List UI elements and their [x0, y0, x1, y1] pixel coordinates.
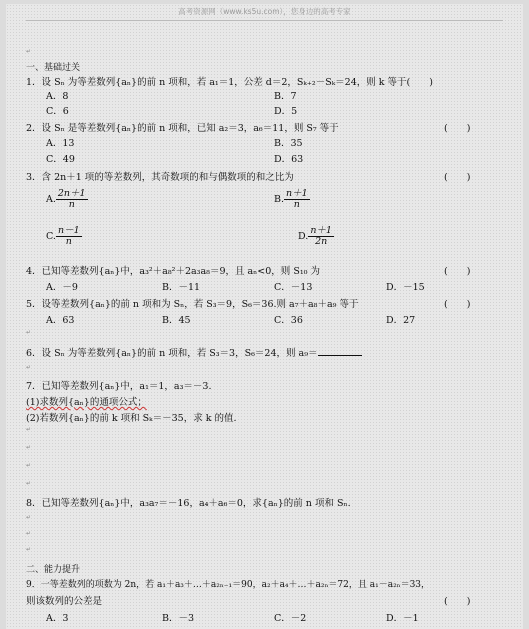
- fraction: [56, 189, 88, 210]
- paragraph-mark: ↵: [26, 462, 32, 469]
- q2-option-d: D．63: [274, 154, 304, 165]
- q7-part-2: (2)若数列{aₙ}的前 k 项和 Sₖ＝－35，求 k 的值.: [26, 413, 237, 424]
- q2-option-a: A．13: [46, 138, 75, 149]
- q6-stem-text: 6．设 Sₙ 为等差数列{aₙ}的前 n 项和，若 S₃＝3，S₆＝24，则 a₉＝: [26, 348, 318, 359]
- q9-option-c: C．－2: [274, 613, 307, 624]
- paragraph-mark: ↵: [26, 48, 32, 55]
- q7-part-1: (1)求数列{aₙ}的通项公式；: [26, 397, 147, 408]
- fraction-denominator: n: [68, 199, 75, 210]
- q2-option-c: C．49: [46, 154, 75, 165]
- q9-option-b: B．－3: [162, 613, 195, 624]
- q9-answer-paren: ( ): [444, 596, 471, 607]
- q3-option-a-label: A.: [46, 194, 56, 205]
- q3-stem: 3．含 2n＋1 项的等差数列，其奇数项的和与偶数项的和之比为: [26, 172, 294, 183]
- paragraph-mark: ↵: [26, 530, 32, 537]
- q3-option-d: [298, 226, 334, 247]
- q5-option-d: D．27: [386, 315, 416, 326]
- q9-option-a: A．3: [46, 613, 69, 624]
- fraction-numerator: n＋1: [286, 188, 308, 199]
- header-rule: [26, 20, 503, 21]
- q4-answer-paren: ( ): [444, 266, 471, 277]
- section-title-basic: 一、基础过关: [26, 63, 81, 73]
- q3-option-b: [274, 189, 310, 210]
- section-title-advanced: 二、能力提升: [26, 565, 81, 575]
- q1-option-c: C．6: [46, 106, 69, 117]
- fraction: [308, 226, 334, 247]
- fraction-denominator: 2n: [315, 236, 328, 247]
- q4-option-d: D．－15: [386, 282, 425, 293]
- q9-stem-continued: 则该数列的公差是: [26, 596, 103, 607]
- q5-option-c: C．36: [274, 315, 303, 326]
- q3-option-d-label: D.: [298, 231, 309, 242]
- fraction-numerator: n＋1: [310, 225, 332, 236]
- q8-stem: 8．已知等差数列{aₙ}中，a₃a₇＝－16，a₄＋a₆＝0，求{aₙ}的前 n 项和 Sₙ.: [26, 498, 351, 509]
- fraction: [56, 226, 82, 247]
- q3-option-b-label: B.: [274, 194, 285, 205]
- q4-stem: 4．已知等差数列{aₙ}中，a₃²＋a₈²＋2a₃a₈＝9，且 aₙ<0，则 S₁₀ 为: [26, 266, 320, 277]
- paragraph-mark: ↵: [26, 480, 32, 487]
- q5-stem: 5．设等差数列{aₙ}的前 n 项和为 Sₙ，若 S₃＝9，S₆＝36.则 a₇＋a₈＋a₉ 等于: [26, 299, 359, 310]
- q3-option-c-label: C.: [46, 231, 56, 242]
- q5-option-a: A．63: [46, 315, 75, 326]
- q5-answer-paren: ( ): [444, 299, 471, 310]
- q2-stem: 2．设 Sₙ 是等差数列{aₙ}的前 n 项和，已知 a₂＝3，a₆＝11，则 S₇ 等于: [26, 123, 339, 134]
- q2-option-b: B．35: [274, 138, 303, 149]
- q3-option-c: [46, 226, 82, 247]
- q2-answer-paren: ( ): [444, 123, 471, 134]
- paragraph-mark: ↵: [26, 514, 32, 521]
- q1-option-a: A．8: [46, 91, 69, 102]
- q6-stem: [26, 345, 362, 359]
- q1-stem: 1．设 Sₙ 为等差数列{aₙ}的前 n 项和，若 a₁＝1，公差 d＝2，Sₖ₊₂－Sₖ＝24，则 k 等于( ): [26, 77, 433, 88]
- fraction-numerator: 2n＋1: [57, 188, 86, 199]
- q1-option-d: D．5: [274, 106, 298, 117]
- q7-stem: 7．已知等差数列{aₙ}中，a₁＝1，a₃＝－3.: [26, 381, 212, 392]
- q5-option-b: B．45: [162, 315, 191, 326]
- q3-answer-paren: ( ): [444, 172, 471, 183]
- page-header: 高考资源网（www.ks5u.com），您身边的高考专家: [178, 7, 351, 16]
- paragraph-mark: ↵: [26, 364, 32, 371]
- paragraph-mark: ↵: [26, 329, 32, 336]
- paragraph-mark: ↵: [26, 444, 32, 451]
- q9-stem: 9．一等差数列的项数为 2n，若 a₁＋a₃＋…＋a₂ₙ₋₁＝90，a₂＋a₄＋…＋a₂ₙ＝72，且 a₁－a₂ₙ＝33，: [26, 580, 431, 590]
- q4-option-a: A．－9: [46, 282, 78, 293]
- q4-option-c: C．－13: [274, 282, 313, 293]
- q6-answer-blank: [318, 346, 362, 356]
- document-page: [6, 4, 523, 629]
- fraction: [284, 189, 310, 210]
- q9-option-d: D．－1: [386, 613, 419, 624]
- q3-option-a: [46, 189, 88, 210]
- fraction-numerator: n－1: [57, 225, 80, 236]
- paragraph-mark: ↵: [26, 426, 32, 433]
- paragraph-mark: ↵: [26, 546, 32, 553]
- fraction-denominator: n: [293, 199, 300, 210]
- q4-option-b: B．－11: [162, 282, 201, 293]
- fraction-denominator: n: [65, 236, 72, 247]
- q1-option-b: B．7: [274, 91, 297, 102]
